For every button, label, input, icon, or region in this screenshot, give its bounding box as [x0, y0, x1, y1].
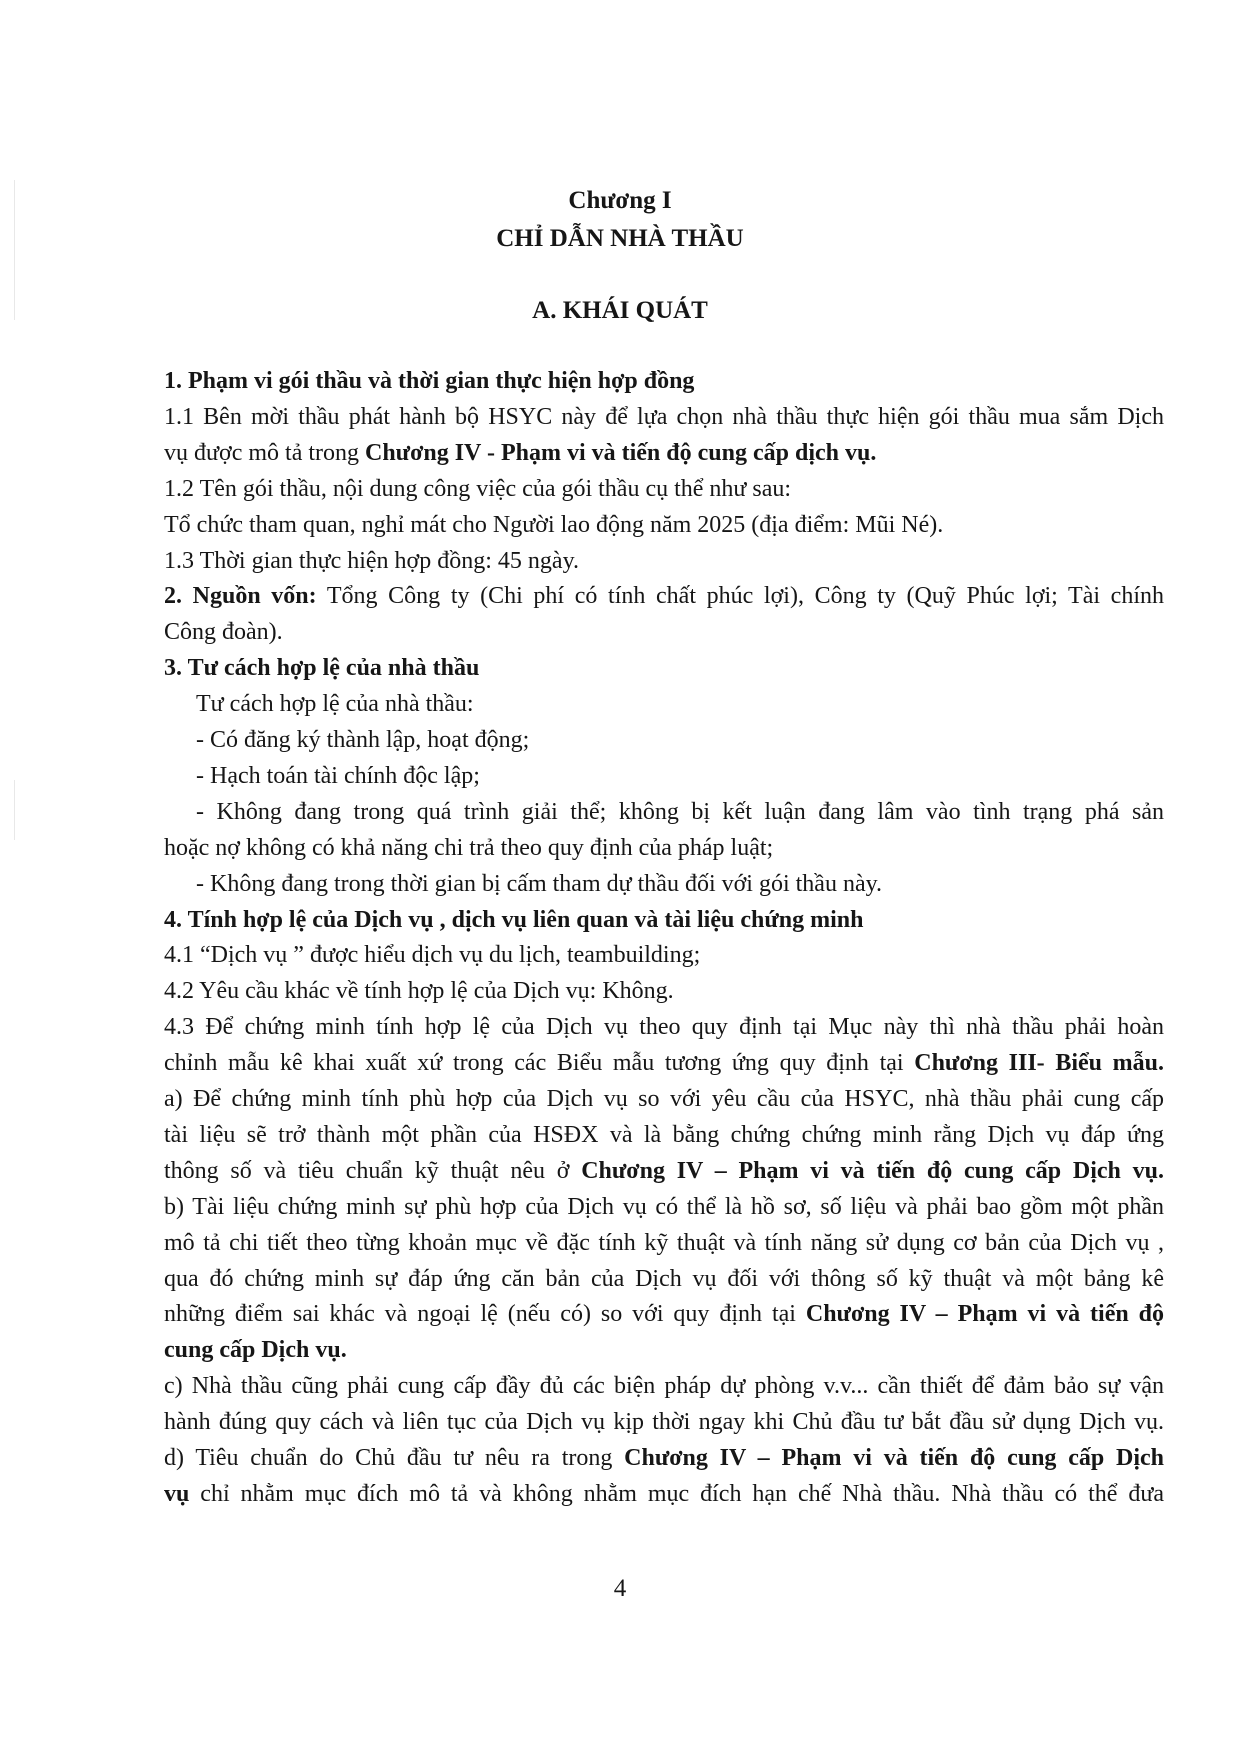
text-run: - Có đăng ký thành lập, hoạt động;: [196, 727, 530, 753]
text-run: 1.1 Bên mời thầu phát hành bộ HSYC này để lựa chọn nhà thầu thực hiện gói thầu mua sắm Dịch: [164, 403, 1164, 430]
text-run: b) Tài liệu chứng minh sự phù hợp của Dịch vụ có thể là hồ sơ, số liệu và phải bao gồm một phần: [164, 1193, 1164, 1220]
text-run: c) Nhà thầu cũng phải cung cấp đầy đủ các biện pháp dự phòng v.v... cần thiết để đảm bảo sự vận: [164, 1373, 1164, 1400]
text-run: 4.1 “Dịch vụ ” được hiểu dịch vụ du lịch, teambuilding;: [164, 942, 701, 969]
text-run: chỉ nhằm mục đích mô tả và không nhằm mục đích hạn chế Nhà thầu. Nhà thầu có thể đưa: [189, 1480, 1164, 1507]
bold-text: Chương IV – Phạm vi và tiến độ: [805, 1301, 1164, 1328]
text-line: [164, 1012, 1164, 1042]
text-run: những điểm sai khác và ngoại lệ (nếu có) so với quy định tại: [164, 1301, 806, 1328]
text-run: - Không đang trong quá trình giải thể; không bị kết luận đang lâm vào tình trạng phá sản: [196, 798, 1164, 825]
text-line: [164, 1443, 1164, 1473]
text-line: [164, 1479, 1164, 1509]
text-line: [164, 474, 1164, 504]
text-line: [164, 438, 1164, 468]
text-line: [164, 581, 1164, 611]
text-run: 1.3 Thời gian thực hiện hợp đồng: 45 ngày.: [164, 547, 580, 574]
text-run: vụ được mô tả trong: [164, 439, 365, 466]
text-run: hành đúng quy cách và liên tục của Dịch vụ kịp thời ngay khi Chủ đầu tư bắt đầu sử dụng Dịch vụ.: [164, 1409, 1164, 1436]
text-run: Tư cách hợp lệ của nhà thầu:: [196, 691, 474, 718]
text-line: [196, 689, 1164, 719]
text-run: 4.2 Yêu cầu khác về tính hợp lệ của Dịch vụ: Không.: [164, 978, 674, 1005]
text-line: [164, 1156, 1164, 1186]
text-line: [164, 546, 1164, 576]
text-line: [196, 869, 1164, 899]
text-line: [164, 1407, 1164, 1437]
text-line: [164, 1264, 1164, 1294]
bold-text: 4. Tính hợp lệ của Dịch vụ , dịch vụ liên quan và tài liệu chứng minh: [164, 906, 864, 933]
text-line: [164, 1335, 1164, 1365]
text-run: Tổng Công ty (Chi phí có tính chất phúc lợi), Công ty (Quỹ Phúc lợi; Tài chính: [316, 583, 1164, 610]
text-line: [196, 761, 1164, 791]
bold-text: Chương IV – Phạm vi và tiến độ cung cấp Dịch vụ.: [581, 1157, 1165, 1184]
bold-text: Chương IV - Phạm vi và tiến độ cung cấp dịch vụ.: [365, 439, 877, 466]
text-run: mô tả chi tiết theo từng khoản mục về đặc tính kỹ thuật và tính năng sử dụng cơ bản của Dịch vụ ,: [164, 1229, 1164, 1256]
text-run: 1.2 Tên gói thầu, nội dung công việc của gói thầu cụ thể như sau:: [164, 475, 792, 502]
text-line: [164, 1120, 1164, 1150]
text-run: Tổ chức tham quan, nghỉ mát cho Người lao động năm 2025 (địa điểm: Mũi Né).: [164, 511, 944, 538]
bold-text: 3. Tư cách hợp lệ của nhà thầu: [164, 655, 480, 682]
text-line: [164, 1048, 1164, 1078]
text-line: [196, 797, 1164, 827]
bold-text: Chương IV – Phạm vi và tiến độ cung cấp Dịch: [624, 1445, 1164, 1471]
section-heading: A. KHÁI QUÁT: [532, 297, 708, 324]
bold-text: 1. Phạm vi gói thầu và thời gian thực hiện hợp đồng: [164, 368, 695, 394]
text-run: Công đoàn).: [164, 619, 283, 646]
bold-text: 2. Nguồn vốn:: [164, 583, 317, 610]
text-line: [164, 905, 1164, 935]
text-run: qua đó chứng minh sự đáp ứng căn bản của Dịch vụ đối với thông số kỹ thuật và một bảng kê: [164, 1265, 1164, 1292]
text-line: [164, 940, 1164, 970]
scan-edge-mark: [14, 780, 15, 840]
bold-text: vụ: [164, 1480, 190, 1507]
text-run: tài liệu sẽ trở thành một phần của HSĐX và là bằng chứng chứng minh rằng Dịch vụ đáp ứng: [164, 1121, 1164, 1148]
text-line: [164, 1084, 1164, 1114]
text-line: [164, 833, 1164, 863]
bold-text: cung cấp Dịch vụ.: [164, 1337, 347, 1364]
text-line: [196, 725, 1164, 755]
text-line: [164, 1228, 1164, 1258]
text-run: d) Tiêu chuẩn do Chủ đầu tư nêu ra trong: [164, 1445, 625, 1471]
text-line: [164, 1299, 1164, 1329]
text-line: [164, 402, 1164, 432]
text-line: [164, 617, 1164, 647]
text-run: chỉnh mẫu kê khai xuất xứ trong các Biểu mẫu tương ứng quy định tại: [164, 1050, 915, 1077]
bold-text: Chương III- Biểu mẫu.: [914, 1050, 1164, 1077]
chapter-title: CHỈ DẪN NHÀ THẦU: [496, 225, 744, 252]
text-run: thông số và tiêu chuẩn kỹ thuật nêu ở: [164, 1157, 582, 1184]
text-run: 4.3 Để chứng minh tính hợp lệ của Dịch vụ theo quy định tại Mục này thì nhà thầu phải hoàn: [164, 1014, 1164, 1041]
text-run: hoặc nợ không có khả năng chi trả theo quy định của pháp luật;: [164, 834, 774, 861]
chapter-heading: Chương I: [568, 187, 672, 214]
text-run: - Hạch toán tài chính độc lập;: [196, 762, 480, 789]
text-run: a) Để chứng minh tính phù hợp của Dịch vụ so với yêu cầu của HSYC, nhà thầu phải cung cấp: [164, 1086, 1164, 1112]
text-line: [164, 1192, 1164, 1222]
text-line: [164, 366, 1164, 396]
text-run: - Không đang trong thời gian bị cấm tham dự thầu đối với gói thầu này.: [196, 870, 883, 897]
text-line: [164, 1371, 1164, 1401]
text-line: [164, 653, 1164, 683]
text-line: [164, 510, 1164, 540]
page-number: 4: [613, 1575, 627, 1602]
text-line: [164, 976, 1164, 1006]
